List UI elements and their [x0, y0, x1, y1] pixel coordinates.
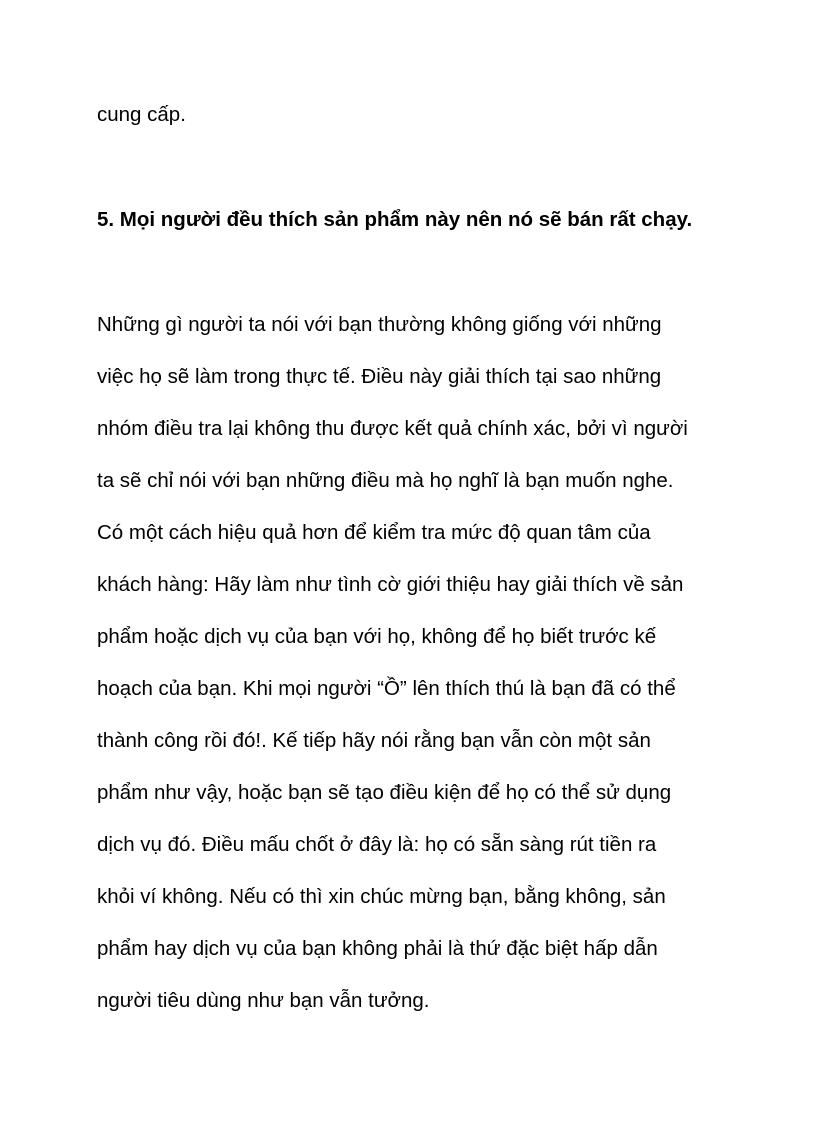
paragraph-line: phẩm như vậy, hoặc bạn sẽ tạo điều kiện để họ có thể sử dụng [97, 781, 672, 804]
paragraph-line: phẩm hoặc dịch vụ của bạn với họ, không để họ biết trước kế [97, 625, 657, 648]
paragraph-line: thành công rồi đó!. Kế tiếp hãy nói rằng bạn vẫn còn một sản [97, 729, 651, 752]
paragraph-line: nhóm điều tra lại không thu được kết quả chính xác, bởi vì người [97, 417, 688, 440]
paragraph-line: Có một cách hiệu quả hơn để kiểm tra mức độ quan tâm của [97, 521, 651, 544]
intro-line: cung cấp. [97, 103, 186, 126]
paragraph-line: ta sẽ chỉ nói với bạn những điều mà họ nghĩ là bạn muốn nghe. [97, 469, 674, 492]
paragraph-line: người tiêu dùng như bạn vẫn tưởng. [97, 989, 430, 1012]
paragraph-line: khỏi ví không. Nếu có thì xin chúc mừng bạn, bằng không, sản [97, 885, 666, 908]
paragraph-line: phẩm hay dịch vụ của bạn không phải là thứ đặc biệt hấp dẫn [97, 937, 658, 960]
paragraph-line: dịch vụ đó. Điều mấu chốt ở đây là: họ có sẵn sàng rút tiền ra [97, 833, 657, 856]
paragraph-line: hoạch của bạn. Khi mọi người “Ồ” lên thích thú là bạn đã có thể [97, 677, 676, 700]
paragraph-line: khách hàng: Hãy làm như tình cờ giới thiệu hay giải thích về sản [97, 573, 684, 596]
paragraph-line: việc họ sẽ làm trong thực tế. Điều này giải thích tại sao những [97, 365, 662, 388]
paragraph-line: Những gì người ta nói với bạn thường không giống với những [97, 313, 662, 336]
section-heading: 5. Mọi người đều thích sản phẩm này nên nó sẽ bán rất chạy. [97, 208, 693, 231]
